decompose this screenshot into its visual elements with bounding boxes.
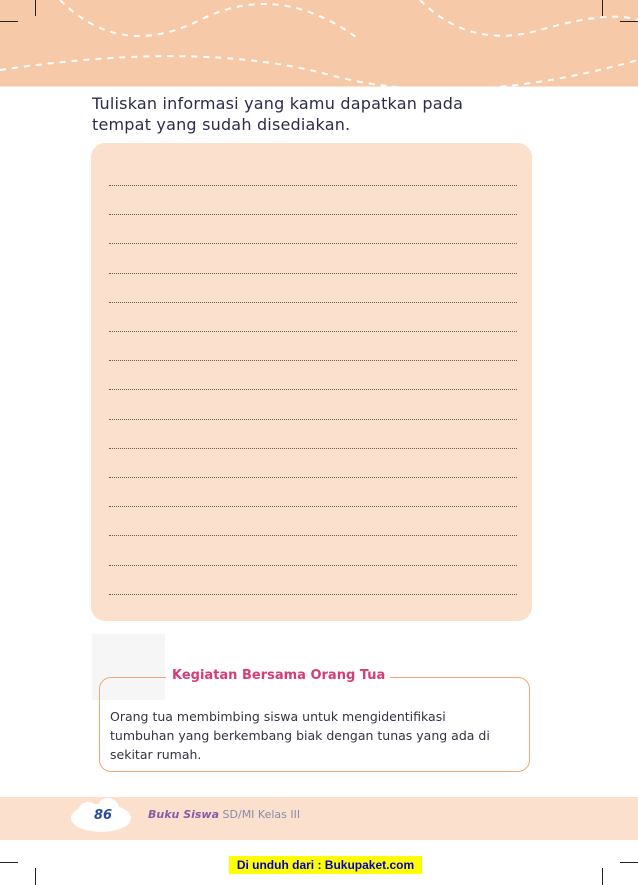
crop-mark: [35, 868, 36, 885]
writing-line: [109, 302, 517, 303]
header-swirl-decoration: [0, 0, 638, 90]
writing-line: [109, 477, 517, 478]
crop-mark: [620, 21, 638, 22]
book-subtitle: SD/MI Kelas III: [222, 808, 301, 821]
writing-line: [109, 535, 517, 536]
writing-line: [109, 594, 517, 595]
writing-line: [109, 565, 517, 566]
parent-activity-title: Kegiatan Bersama Orang Tua: [172, 668, 386, 683]
instruction-text: [92, 93, 512, 135]
writing-line: [109, 360, 517, 361]
writing-line: [109, 331, 517, 332]
crop-mark: [35, 0, 36, 16]
writing-line: [109, 389, 517, 390]
instruction-line: Tuliskan informasi yang kamu dapatkan pada: [92, 94, 464, 113]
writing-line: [109, 185, 517, 186]
crop-mark: [0, 862, 18, 863]
crop-mark: [620, 862, 638, 863]
writing-line: [109, 214, 517, 215]
writing-line: [109, 419, 517, 420]
writing-line: [109, 506, 517, 507]
crop-mark: [602, 0, 603, 16]
instruction-line: tempat yang sudah disediakan.: [92, 115, 351, 134]
page-number: 86: [93, 808, 113, 823]
writing-line: [109, 448, 517, 449]
parent-activity-line: sekitar rumah.: [110, 747, 202, 762]
parent-activity-line: tumbuhan yang berkembang biak dengan tunas yang ada di: [110, 728, 490, 743]
writing-line: [109, 273, 517, 274]
parent-activity-line: Orang tua membimbing siswa untuk mengidentifikasi: [110, 709, 446, 724]
crop-mark: [602, 868, 603, 885]
footer-book-title: [148, 808, 300, 821]
parent-activity-text: [110, 707, 520, 764]
book-title: Buku Siswa: [148, 808, 220, 821]
writing-line: [109, 243, 517, 244]
crop-mark: [0, 21, 18, 22]
writing-area[interactable]: [91, 143, 532, 621]
download-banner[interactable]: Di unduh dari : Bukupaket.com: [229, 856, 422, 874]
